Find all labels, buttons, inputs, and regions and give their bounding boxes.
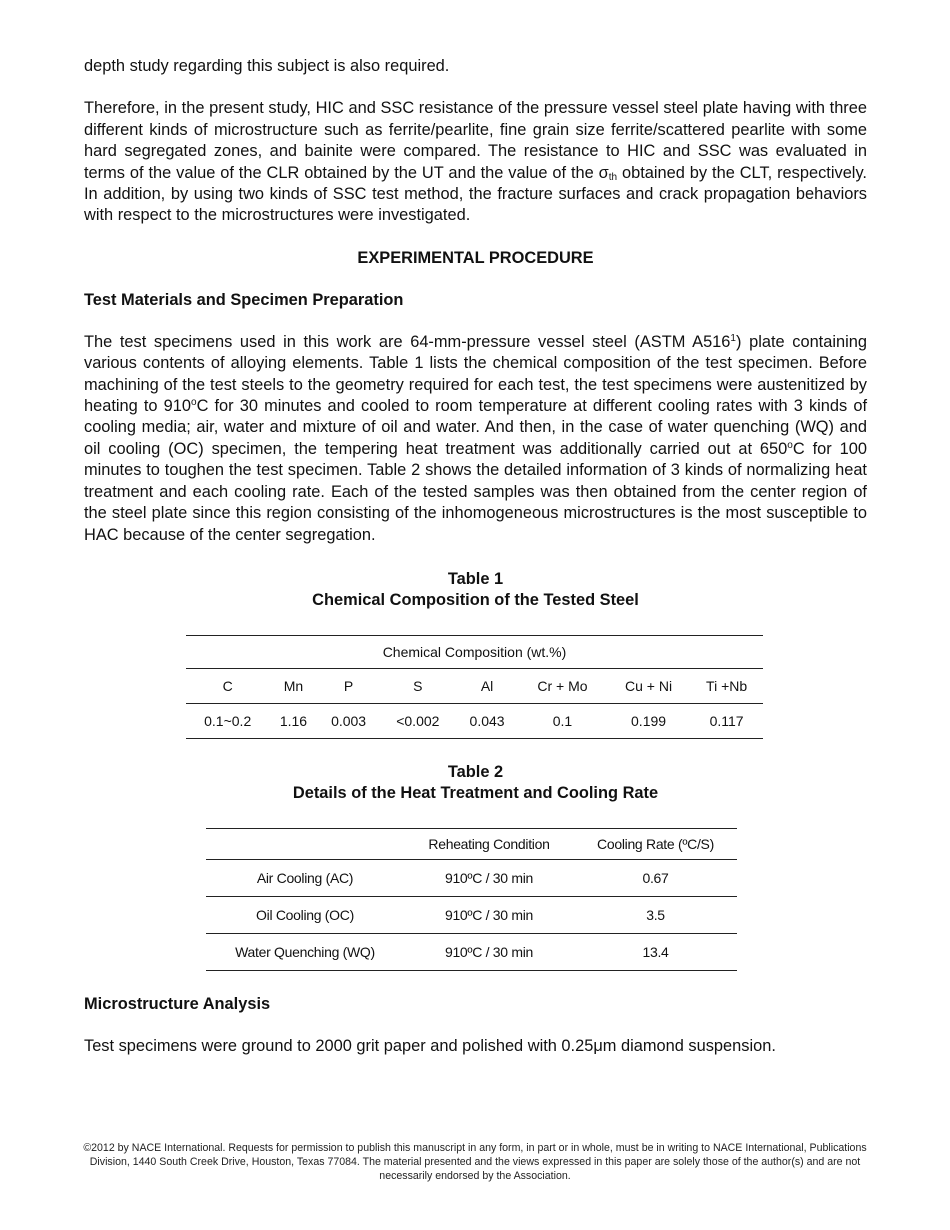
- materials-text-1: The test specimens used in this work are 64-mm-pressure vessel steel (ASTM A516: [84, 332, 731, 351]
- table1-value: 0.117: [690, 703, 763, 738]
- table1-col-header: Cu + Ni: [607, 668, 690, 703]
- table2-label: Table 2: [447, 762, 504, 781]
- table2-cell: 910ºC / 30 min: [404, 896, 574, 933]
- table1-value: 0.003: [318, 703, 380, 738]
- table2-header: [206, 828, 404, 859]
- table2-header: Reheating Condition: [404, 828, 574, 859]
- table2-cell: 13.4: [574, 933, 737, 970]
- table1-col-header: C: [186, 668, 269, 703]
- table2-heat-treatment: [206, 828, 737, 971]
- intro-paragraph-continued: depth study regarding this subject is also required.: [84, 57, 450, 75]
- table1-col-header: Ti +Nb: [690, 668, 763, 703]
- intro-text-b: obtained by the CLT, respectively. In addition, by using two kinds of SSC test method, the fracture surfaces and crack propagation behaviors with respect to the microstructures were investigated.: [84, 163, 867, 225]
- section-heading: EXPERIMENTAL PROCEDURE: [357, 248, 594, 267]
- table2-cell: 910ºC / 30 min: [404, 933, 574, 970]
- sigma-subscript: th: [608, 171, 618, 183]
- microstructure-paragraph: Test specimens were ground to 2000 grit paper and polished with 0.25μm diamond suspension.: [84, 1036, 776, 1055]
- table2-cell: 0.67: [574, 859, 737, 896]
- table1-value: 1.16: [269, 703, 317, 738]
- table1-col-header: S: [380, 668, 456, 703]
- materials-text-2: ) plate containing various contents of alloying elements. Table 1 lists the chemical composition of the test specimen. Before machining of the test steels to the geometry required for each test, the test specimens were austenitized by heating to 910: [84, 332, 867, 416]
- table-row: [206, 933, 737, 970]
- table1-chemical-composition: [186, 635, 763, 739]
- table1-col-header: P: [318, 668, 380, 703]
- table1-value: 0.1~0.2: [186, 703, 269, 738]
- table1-value: 0.199: [607, 703, 690, 738]
- table1-value: <0.002: [380, 703, 456, 738]
- table1-col-header: Cr + Mo: [518, 668, 607, 703]
- table2-cell: Oil Cooling (OC): [206, 896, 404, 933]
- intro-text-a: Therefore, in the present study, HIC and SSC resistance of the pressure vessel steel plate having with three different kinds of microstructure such as ferrite/pearlite, fine grain size ferrite/scattered pearlite with some hard segregated zones, and bainite were compared. The resistance to HIC and SSC was evaluated in terms of the value of the CLR obtained by the UT and the value of the σ: [84, 99, 867, 182]
- table2-cell: 910ºC / 30 min: [404, 859, 574, 896]
- materials-paragraph: [84, 332, 867, 546]
- subsection-heading-microstructure: Microstructure Analysis: [84, 994, 271, 1013]
- degree-superscript: o: [191, 397, 197, 409]
- table2-cell: Air Cooling (AC): [206, 859, 404, 896]
- table1-value: 0.043: [456, 703, 518, 738]
- materials-text-3: C for 30 minutes and cooled to room temperature at different cooling rates with 3 kinds of cooling media; air, water and mixture of oil and water. And then, in the case of water quenching (WQ) and oil cooling (OC) specimen, the tempering heat treatment was additionally carried out at 650: [84, 397, 867, 458]
- table2-cell: 3.5: [574, 896, 737, 933]
- table1-label: Table 1: [447, 569, 504, 588]
- paper-page: [84, 56, 867, 1057]
- table2-header: Cooling Rate (ºC/S): [574, 828, 737, 859]
- table-row: [206, 896, 737, 933]
- subsection-heading-materials: Test Materials and Specimen Preparation: [84, 290, 404, 309]
- table-row: [206, 859, 737, 896]
- degree-superscript: o: [787, 439, 793, 451]
- table1-value: 0.1: [518, 703, 607, 738]
- copyright-footer: ©2012 by NACE International. Requests for permission to publish this manuscript in any form, in part or in whole, must be in writing to NACE International, Publications Division, 1440 South Creek Drive, Houston, Texas 77084. The material presented and the views expressed in this paper are solely those of the author(s) and are not necessarily endorsed by the Association.: [83, 1142, 867, 1183]
- table2-title: Details of the Heat Treatment and Cooling Rate: [292, 784, 659, 803]
- intro-paragraph: [84, 98, 867, 226]
- table1-title: Chemical Composition of the Tested Steel: [312, 591, 639, 610]
- reference-superscript: 1: [730, 332, 736, 344]
- table2-cell: Water Quenching (WQ): [206, 933, 404, 970]
- table1-col-header: Al: [456, 668, 518, 703]
- materials-text-4: C for 100 minutes to toughen the test specimen. Table 2 shows the detailed information of 3 kinds of normalizing heat treatment and each cooling rate. Each of the tested samples was then obtained from the center region of the steel plate since this region consisting of the inhomogeneous microstructures is the most susceptible to HAC because of the center segregation.: [84, 439, 867, 544]
- table1-col-header: Mn: [269, 668, 317, 703]
- table1-group-header: Chemical Composition (wt.%): [186, 635, 763, 668]
